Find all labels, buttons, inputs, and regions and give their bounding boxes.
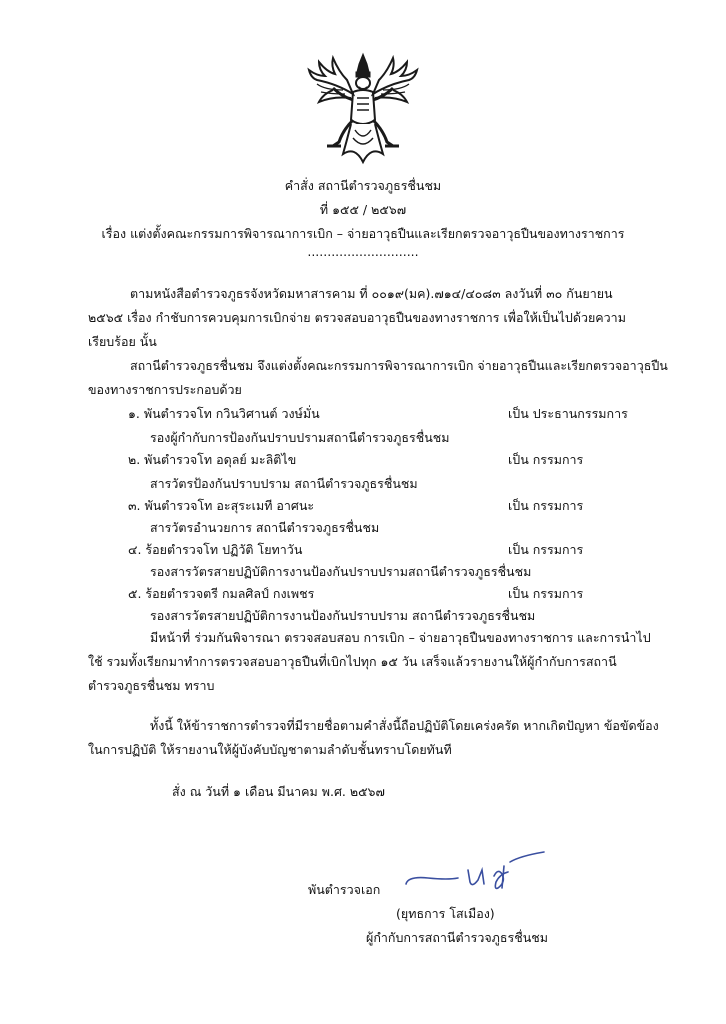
closing-line2: ในการปฏิบัติ ให้รายงานให้ผู้บังคับบัญชาตามลำดับชั้นทราบโดยทันที <box>88 742 452 757</box>
order-date: สั่ง ณ วันที่ ๑ เดือน มีนาคม พ.ศ. ๒๕๖๗ <box>172 784 385 799</box>
duty-line3: ตำรวจภูธรชื่นชม ทราบ <box>88 678 215 693</box>
closing-line1: ทั้งนี้ ให้ข้าราชการตำรวจที่มีรายชื่อตามคำสั่งนี้ถือปฏิบัติโดยเคร่งครัด หากเกิดปัญหา ข้อขัดข้อง <box>150 718 659 733</box>
member-1-position: รองผู้กำกับการป้องกันปราบปรามสถานีตำรวจภูธรชื่นชม <box>150 430 450 445</box>
duty-line2: ใช้ รวมทั้งเรียกมาทำการตรวจสอบอาวุธปืนที่เบิกไปทุก ๑๕ วัน เสร็จแล้วรายงานให้ผู้กำกับการสถานี <box>88 654 617 669</box>
member-4-role: เป็น กรรมการ <box>508 542 584 557</box>
handwritten-signature <box>398 848 548 900</box>
order-subject: เรื่อง แต่งตั้งคณะกรรมการพิจารณาการเบิก – จ่ายอาวุธปืนและเรียกตรวจอาวุธปืนของทางราชการ <box>101 226 625 241</box>
signer-title: ผู้กำกับการสถานีตำรวจภูธรชื่นชม <box>366 930 549 945</box>
member-3-position: สารวัตรอำนวยการ สถานีตำรวจภูธรชื่นชม <box>150 520 380 535</box>
garuda-emblem <box>303 50 423 168</box>
member-5-position: รองสารวัตรสายปฏิบัติการงานป้องกันปราบปราม สถานีตำรวจภูธรชื่นชม <box>150 608 536 623</box>
member-1-role: เป็น ประธานกรรมการ <box>508 406 628 421</box>
order-title: คำสั่ง สถานีตำรวจภูธรชื่นชม <box>284 178 442 193</box>
member-3-role: เป็น กรรมการ <box>508 498 584 513</box>
member-4-name: ๔. ร้อยตำรวจโท ปฏิวัติ โยทาวัน <box>128 542 303 557</box>
para1-line2: ๒๕๖๕ เรื่อง กำชับการควบคุมการเบิกจ่าย ตรวจสอบอาวุธปืนของทางราชการ เพื่อให้เป็นไปด้วยความ <box>88 310 626 325</box>
signer-rank: พันตำรวจเอก <box>308 882 381 897</box>
member-4-position: รองสารวัตรสายปฏิบัติการงานป้องกันปราบปรามสถานีตำรวจภูธรชื่นชม <box>150 564 532 579</box>
para2-line1: สถานีตำรวจภูธรชื่นชม จึงแต่งตั้งคณะกรรมการพิจารณาการเบิก จ่ายอาวุธปืนและเรียกตรวจอาวุธปืน <box>130 358 668 373</box>
order-number: ที่ ๑๕๕ / ๒๕๖๗ <box>319 202 407 217</box>
member-5-role: เป็น กรรมการ <box>508 586 584 601</box>
duty-line1: มีหน้าที่ ร่วมกันพิจารณา ตรวจสอบสอบ การเบิก – จ่ายอาวุธปืนของทางราชการ และการนำไป <box>150 630 651 645</box>
para1-line3: เรียบร้อย นั้น <box>88 334 157 349</box>
para2-line2: ของทางราชการประกอบด้วย <box>88 382 242 397</box>
member-1-name: ๑. พันตำรวจโท กวินวิศานต์ วงษ์มั่น <box>128 406 320 421</box>
separator: ............................ <box>307 244 419 259</box>
para1-line1: ตามหนังสือตำรวจภูธรจังหวัดมหาสารคาม ที่ ๐๐๑๙(มค).๗๑๔/๔๐๘๓ ลงวันที่ ๓๐ กันยายน <box>130 286 613 301</box>
member-3-name: ๓. พันตำรวจโท อะสุระเมที อาศนะ <box>128 498 315 513</box>
member-5-name: ๕. ร้อยตำรวจตรี กมลศิลป์ กงเพชร <box>128 586 315 601</box>
member-2-role: เป็น กรรมการ <box>508 452 584 467</box>
member-2-position: สารวัตรป้องกันปราบปราม สถานีตำรวจภูธรชื่นชม <box>150 476 418 491</box>
member-2-name: ๒. พันตำรวจโท อดุลย์ มะลิติไข <box>128 452 297 467</box>
signer-name: (ยุทธการ โสเมือง) <box>396 906 495 921</box>
